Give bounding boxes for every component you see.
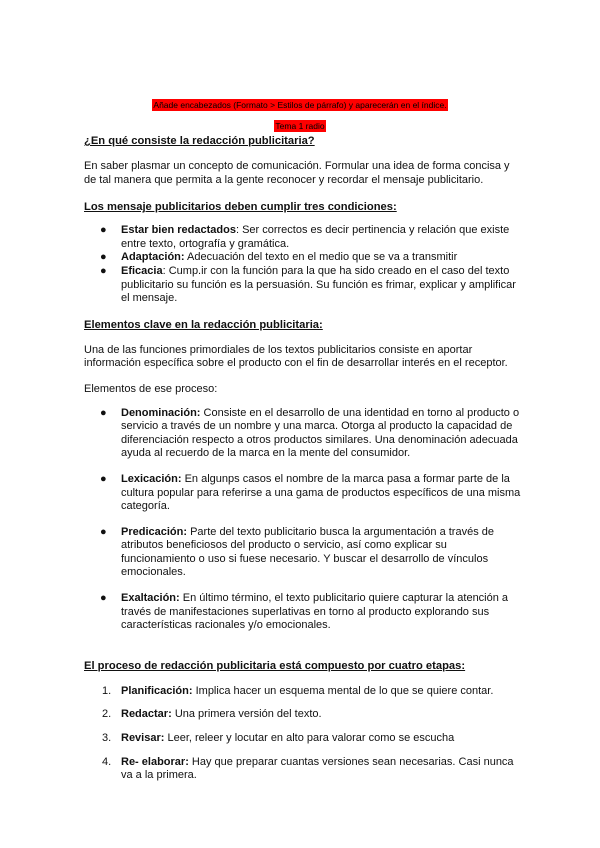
item-number: 3. xyxy=(102,732,112,745)
heading-elementos-clave: Elementos clave en la redacción publicitaria: xyxy=(84,318,323,331)
item-term: Redactar: xyxy=(121,708,172,721)
paragraph-concepto: En saber plasmar un concepto de comunicación. Formular una idea de forma concisa y de tal manera que permita a la gente reconocer y recordar el mensaje publicitario. xyxy=(84,160,510,186)
document-content xyxy=(84,130,524,783)
elements-list xyxy=(84,407,524,633)
paragraph-funciones: Una de las funciones primordiales de los textos publicitarios consiste en aportar información específica sobre el producto con el fin de desarrollar interés en el receptor. xyxy=(84,343,508,370)
item-term: Estar bien redactados xyxy=(121,224,236,237)
item-text: Consiste en el desarrollo de una identidad en torno al producto o servicio a través de un nombre y una marca. Otorga al producto la capacidad de diferenciación respecto a otros productos similares. Una denominación adecuada ayuda al recuerdo de la marca en la mente del consumidor. xyxy=(121,406,520,460)
item-term: Adaptación: xyxy=(121,251,185,264)
list-item xyxy=(84,265,524,306)
item-number: 1. xyxy=(102,684,112,697)
list-item xyxy=(84,756,524,783)
item-text: Una primera versión del texto. xyxy=(174,708,322,721)
bullet-icon: ● xyxy=(100,224,107,237)
list-item xyxy=(84,526,524,580)
item-number: 2. xyxy=(102,708,112,721)
bullet-icon: ● xyxy=(100,251,107,264)
item-sep: : xyxy=(162,264,169,277)
item-text: Cump.ir con la función para la que ha sido creado en el caso del texto publicitario su función es la persuasión. Su función es frimar, explicar y amplificar el mensaje. xyxy=(121,264,516,305)
heading-condiciones: Los mensaje publicitarios deben cumplir tres condiciones: xyxy=(84,201,397,214)
item-number: 4. xyxy=(102,755,112,768)
list-item xyxy=(84,592,524,633)
stages-list xyxy=(84,685,524,783)
list-item xyxy=(84,708,524,722)
item-text: Adecuación del texto en el medio que se va a transmitir xyxy=(187,251,458,264)
item-text: Implica hacer un esquema mental de lo que se quiere contar. xyxy=(195,684,494,697)
notice-line-1: Añade encabezados (Formato > Estilos de párrafo) y aparecerán en el índice. xyxy=(153,100,447,110)
item-text: Leer, releer y locutar en alto para valorar como se escucha xyxy=(167,732,455,745)
index-notice xyxy=(0,95,600,134)
item-text: En último término, el texto publicitario quiere capturar la atención a través de manifestaciones superlativas en torno al producto explorando sus características racionales y/o emocionales. xyxy=(121,592,509,632)
heading-etapas: El proceso de redacción publicitaria está compuesto por cuatro etapas: xyxy=(84,659,466,672)
bullet-icon: ● xyxy=(100,525,107,538)
item-term: Re- elaborar: xyxy=(121,755,189,768)
item-term: Lexicación: xyxy=(121,472,182,485)
list-item xyxy=(84,685,524,699)
conditions-list xyxy=(84,224,524,306)
heading-redaccion: ¿En qué consiste la redacción publicitaria? xyxy=(84,135,315,147)
paragraph-elementos: Elementos de ese proceso: xyxy=(84,382,218,395)
list-item xyxy=(84,224,524,251)
item-term: Eficacia xyxy=(121,264,163,277)
item-term: Denominación: xyxy=(121,406,201,419)
item-term: Planificación: xyxy=(121,684,193,697)
item-term: Predicación: xyxy=(121,525,188,538)
item-term: Revisar: xyxy=(121,732,165,745)
bullet-icon: ● xyxy=(100,264,107,277)
item-text: Ser correctos es decir pertinencia y relación que existe entre texto, ortografía y gramática. xyxy=(121,224,510,250)
list-item xyxy=(84,407,524,461)
bullet-icon: ● xyxy=(100,472,107,485)
item-text: Hay que preparar cuantas versiones sean necesarias. Casi nunca va a la primera. xyxy=(121,755,514,782)
bullet-icon: ● xyxy=(100,406,107,419)
item-text: En algunps casos el nombre de la marca pasa a formar parte de la cultura popular para referirse a una gama de productos específicos de una misma categoría. xyxy=(121,472,521,513)
bullet-icon: ● xyxy=(100,592,107,605)
item-term: Exaltación: xyxy=(121,592,180,605)
item-sep: : xyxy=(235,224,243,237)
notice-line-2: Tema 1 radio xyxy=(275,121,325,131)
item-text: Parte del texto publicitario busca la argumentación a través de atributos beneficiosos del producto o servicio, así como explicar su funcionamiento o uso si fuese necesario. Y buscar el desarrollo de vínculos emocionales. xyxy=(121,525,494,579)
list-item xyxy=(84,251,524,265)
list-item xyxy=(84,473,524,514)
list-item xyxy=(84,732,524,746)
